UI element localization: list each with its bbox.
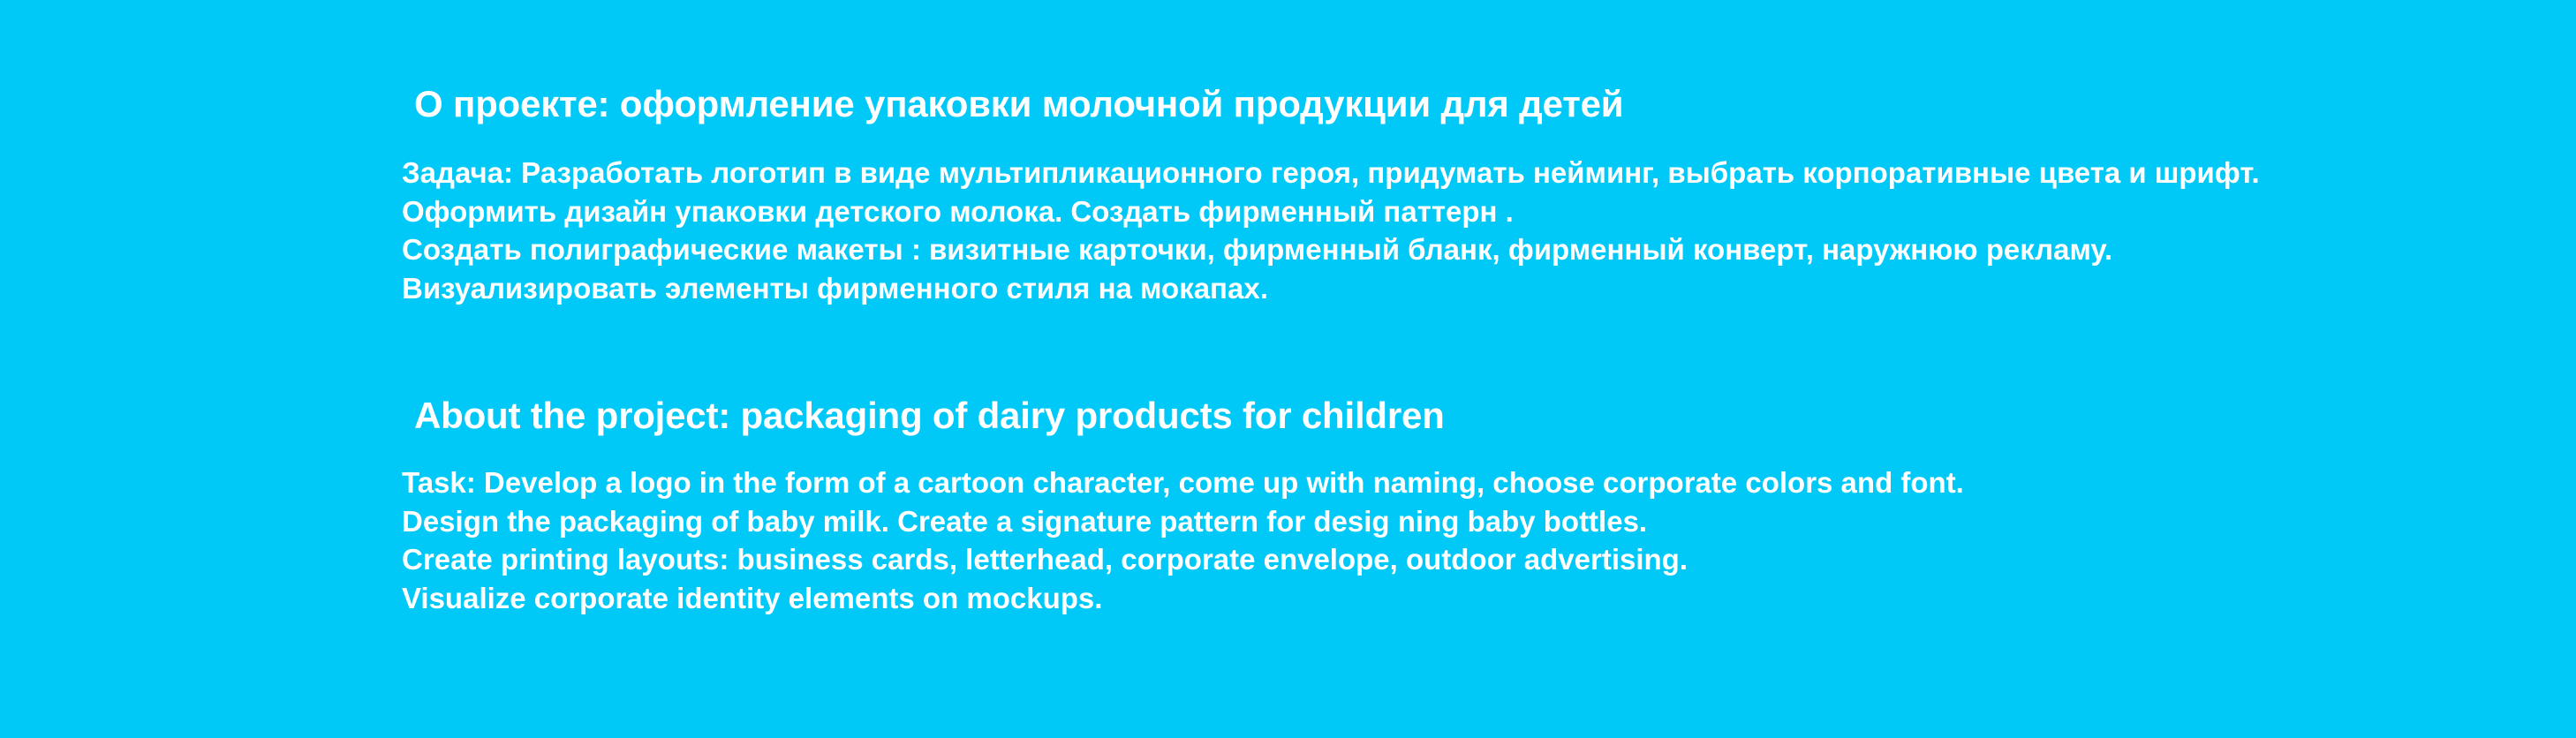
english-body-line-1: Task: Develop a logo in the form of a cartoon character, come up with naming, choose corporate colors and font. [402, 466, 1964, 500]
russian-section [402, 84, 2260, 307]
russian-body-line-2: Оформить дизайн упаковки детского молока. Создать фирменный паттерн . [402, 194, 1514, 228]
english-body-line-2: Design the packaging of baby milk. Create a signature pattern for desig ning baby bottles. [402, 504, 1648, 538]
russian-body-line-3: Создать полиграфические макеты : визитные карточки, фирменный бланк, фирменный конверт, наружнюю рекламу. [402, 233, 2113, 267]
russian-heading: О проекте: оформление упаковки молочной продукции для детей [414, 83, 1624, 124]
english-heading: About the project: packaging of dairy products for children [414, 395, 1445, 436]
english-body-line-4: Visualize corporate identity elements on mockups. [402, 581, 1103, 614]
english-body-line-3: Create printing layouts: business cards, letterhead, corporate envelope, outdoor advertising. [402, 543, 1688, 576]
russian-body-line-4: Визуализировать элементы фирменного стиля на мокапах. [402, 271, 1268, 305]
english-body [402, 463, 1964, 617]
russian-body [402, 154, 2260, 307]
english-section [402, 395, 1964, 617]
russian-body-line-1: Задача: Разработать логотип в виде мультипликационного героя, придумать нейминг, выбрать корпоративные цвета и шрифт. [402, 156, 2260, 190]
